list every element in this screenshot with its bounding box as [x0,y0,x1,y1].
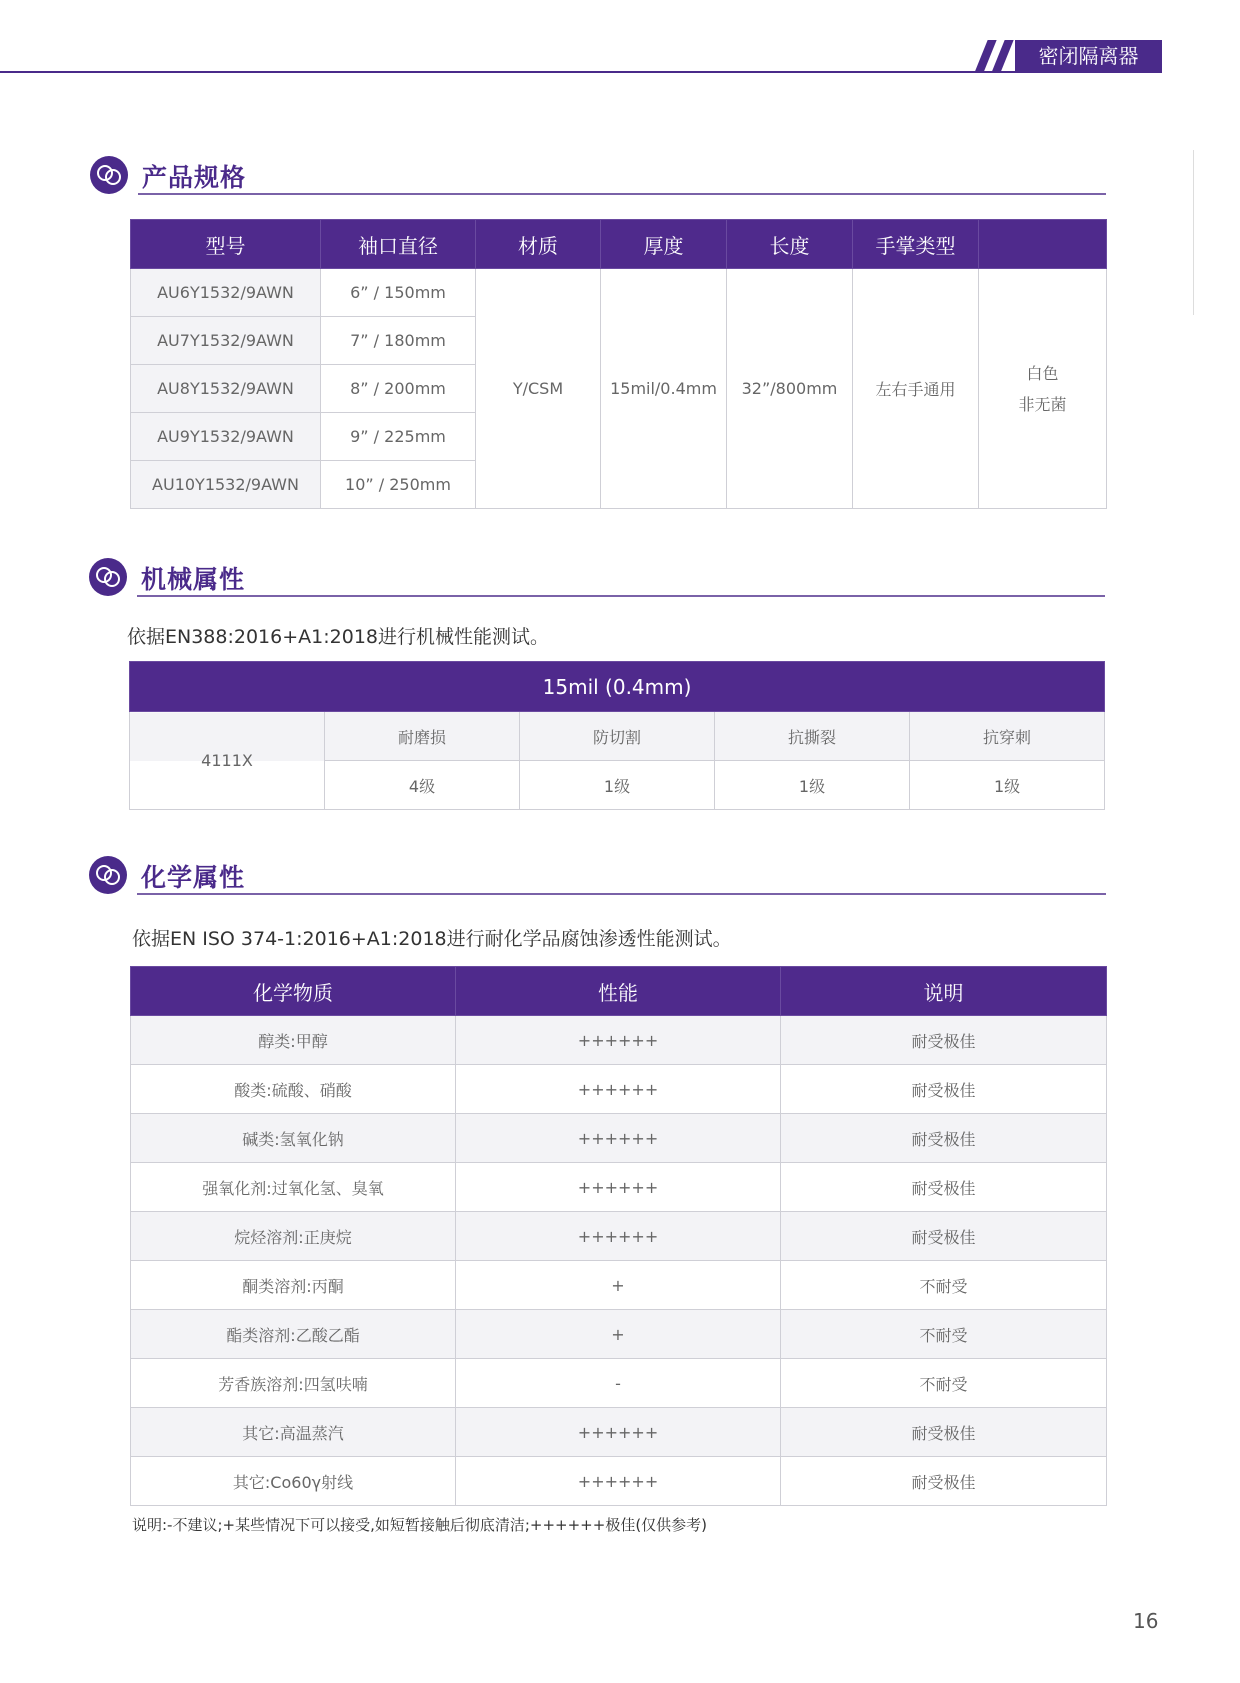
prop-label: 耐磨损 [325,712,520,761]
section-rule [138,193,1106,195]
desc-cell: 耐受极佳 [781,1114,1107,1163]
desc-cell: 不耐受 [781,1310,1107,1359]
prop-label: 抗穿刺 [910,712,1105,761]
model-cell: AU6Y1532/9AWN [131,269,321,317]
perf-cell: ++++++ [456,1065,781,1114]
section-title: 化学属性 [141,863,246,892]
cuff-cell: 6” / 150mm [321,269,476,317]
section-spec-heading [90,156,1106,202]
mech-note: 依据EN388:2016+A1:2018进行机械性能测试。 [127,626,549,648]
mech-table [129,661,1105,810]
section-rule [137,595,1105,597]
palm-cell: 左右手通用 [853,269,979,509]
prop-label: 抗撕裂 [715,712,910,761]
col-header: 手掌类型 [853,220,979,269]
header-tag: 密闭隔离器 [1015,40,1162,73]
chem-note: 依据EN ISO 374-1:2016+A1:2018进行耐化学品腐蚀渗透性能测试。 [132,928,732,950]
substance-cell: 其它:Co60γ射线 [131,1457,456,1506]
substance-cell: 强氧化剂:过氧化氢、臭氧 [131,1163,456,1212]
color-line: 白色 [1026,363,1059,383]
substance-cell: 碱类:氢氧化钠 [131,1114,456,1163]
col-header: 材质 [476,220,601,269]
col-header: 化学物质 [131,967,456,1016]
cuff-cell: 7” / 180mm [321,317,476,365]
prop-label: 防切割 [520,712,715,761]
substance-cell: 芳香族溶剂:四氢呋喃 [131,1359,456,1408]
perf-cell: - [456,1359,781,1408]
col-header: 厚度 [601,220,727,269]
page-number: 16 [1133,1609,1159,1633]
desc-cell: 耐受极佳 [781,1408,1107,1457]
spec-table [130,219,1107,509]
level-value: 1级 [715,761,910,810]
perf-cell: ++++++ [456,1457,781,1506]
level-value: 4级 [325,761,520,810]
perf-cell: ++++++ [456,1408,781,1457]
col-header: 型号 [131,220,321,269]
section-title: 产品规格 [142,163,247,192]
col-header: 说明 [781,967,1107,1016]
perf-cell: ++++++ [456,1212,781,1261]
desc-cell: 耐受极佳 [781,1016,1107,1065]
model-cell: AU8Y1532/9AWN [131,365,321,413]
desc-cell: 耐受极佳 [781,1065,1107,1114]
substance-cell: 酮类溶剂:丙酮 [131,1261,456,1310]
col-header: 长度 [727,220,853,269]
perf-cell: + [456,1310,781,1359]
thickness-cell: 15mil/0.4mm [601,269,727,509]
model-cell: AU10Y1532/9AWN [131,461,321,509]
model-cell: AU7Y1532/9AWN [131,317,321,365]
desc-cell: 不耐受 [781,1359,1107,1408]
section-icon [89,558,127,596]
desc-cell: 耐受极佳 [781,1163,1107,1212]
section-chem-heading [89,856,1106,902]
desc-cell: 耐受极佳 [781,1457,1107,1506]
material-cell: Y/CSM [476,269,601,509]
cuff-cell: 10” / 250mm [321,461,476,509]
substance-cell: 烷烃溶剂:正庚烷 [131,1212,456,1261]
chem-table [130,966,1107,1506]
col-header: 性能 [456,967,781,1016]
length-cell: 32”/800mm [727,269,853,509]
substance-cell: 酸类:硫酸、硝酸 [131,1065,456,1114]
perf-cell: ++++++ [456,1163,781,1212]
section-icon [89,856,127,894]
section-mech-heading [89,558,1105,604]
section-rule [137,893,1106,895]
color-cell [979,269,1107,509]
substance-cell: 醇类:甲醇 [131,1016,456,1065]
desc-cell: 不耐受 [781,1261,1107,1310]
section-title: 机械属性 [141,565,246,594]
substance-cell: 酯类溶剂:乙酸乙酯 [131,1310,456,1359]
slash-decoration [991,40,1013,73]
thickness-header: 15mil (0.4mm) [130,662,1105,712]
perf-cell: ++++++ [456,1016,781,1065]
footnote: 说明:-不建议;+某些情况下可以接受,如短暂接触后彻底清洁;++++++极佳(仅供参考) [132,1516,708,1534]
perf-cell: ++++++ [456,1114,781,1163]
cuff-cell: 8” / 200mm [321,365,476,413]
col-header [979,220,1107,269]
header-banner [975,40,1162,73]
sterile-line: 非无菌 [1018,394,1067,414]
col-header: 袖口直径 [321,220,476,269]
section-icon [90,156,128,194]
level-value: 1级 [910,761,1105,810]
en388-code: 4111X [130,712,325,810]
side-divider [1193,150,1194,315]
level-value: 1级 [520,761,715,810]
cuff-cell: 9” / 225mm [321,413,476,461]
model-cell: AU9Y1532/9AWN [131,413,321,461]
desc-cell: 耐受极佳 [781,1212,1107,1261]
substance-cell: 其它:高温蒸汽 [131,1408,456,1457]
perf-cell: + [456,1261,781,1310]
